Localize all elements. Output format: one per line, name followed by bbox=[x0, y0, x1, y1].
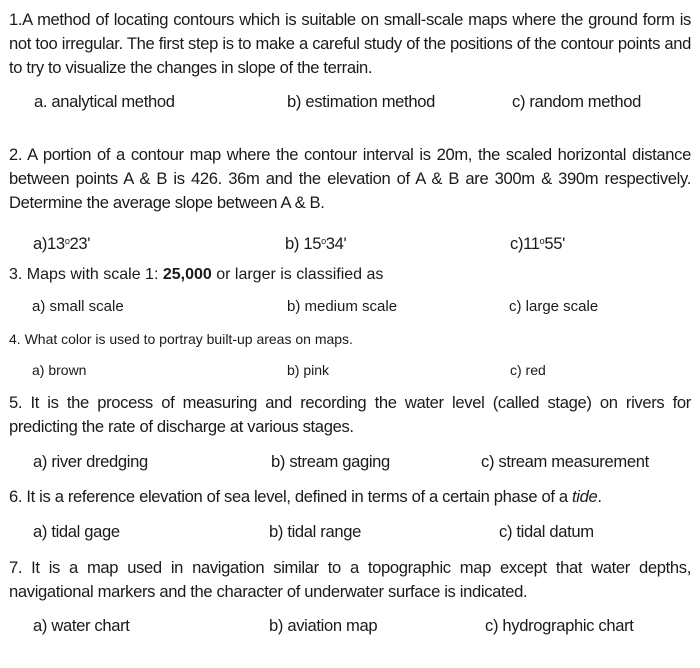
q2-option-a[interactable]: a)13$^o$23' bbox=[33, 234, 91, 253]
q3-option-b[interactable]: b) medium scale bbox=[287, 298, 398, 315]
q4-option-c[interactable]: c) red bbox=[510, 362, 546, 378]
q6-option-a[interactable]: a) tidal gage bbox=[33, 522, 120, 541]
question-3-stem: 3. Maps with scale 1: 25,000 or larger is classified as bbox=[9, 266, 384, 283]
question-7-stem: 7. It is a map used in navigation similar to a topographic map except that water depths, navigational markers and the character of underwater surface is indicated. bbox=[9, 558, 691, 601]
q6-option-b[interactable]: b) tidal range bbox=[269, 522, 361, 541]
question-4-stem: 4. What color is used to portray built-up areas on maps. bbox=[9, 331, 353, 347]
question-1-stem: 1.A method of locating contours which is suitable on small-scale maps where the ground form is not too irregular. The first step is to make a careful study of the positions of the contour points and to try to visualize the changes in slope of the terrain. bbox=[9, 10, 691, 77]
tide-term: tide bbox=[572, 487, 598, 506]
q4-option-a[interactable]: a) brown bbox=[32, 362, 87, 378]
question-5-stem: 5. It is the process of measuring and recording the water level (called stage) on rivers for predicting the rate of discharge at various stages. bbox=[9, 393, 691, 436]
q3-option-a[interactable]: a) small scale bbox=[32, 298, 124, 315]
scale-value: 25,000 bbox=[162, 266, 212, 283]
q6-option-c[interactable]: c) tidal datum bbox=[499, 522, 594, 541]
q4-option-b[interactable]: b) pink bbox=[287, 362, 330, 378]
q3-option-c[interactable]: c) large scale bbox=[509, 298, 599, 315]
q1-option-a[interactable]: a. analytical method bbox=[34, 92, 175, 111]
q5-option-c[interactable]: c) stream measurement bbox=[481, 452, 649, 471]
q7-option-c[interactable]: c) hydrographic chart bbox=[485, 616, 634, 635]
q5-option-b[interactable]: b) stream gaging bbox=[271, 452, 390, 471]
q7-option-a[interactable]: a) water chart bbox=[33, 616, 130, 635]
question-2-stem: 2. A portion of a contour map where the contour interval is 20m, the scaled horizontal distance between points A & B is 426. 36m and the elevation of A & B are 300m & 390m respectively. Determine the average slope between A & B. bbox=[9, 145, 691, 212]
q2-option-c[interactable]: c)11$^o$55' bbox=[510, 234, 565, 253]
q2-option-b[interactable]: b) 15$^o$34' bbox=[285, 234, 347, 253]
q1-option-b[interactable]: b) estimation method bbox=[287, 92, 435, 111]
question-6-stem: 6. It is a reference elevation of sea level, defined in terms of a certain phase of a tide. bbox=[9, 487, 602, 506]
q1-option-c[interactable]: c) random method bbox=[512, 92, 642, 111]
q7-option-b[interactable]: b) aviation map bbox=[269, 616, 378, 635]
q5-option-a[interactable]: a) river dredging bbox=[33, 452, 148, 471]
